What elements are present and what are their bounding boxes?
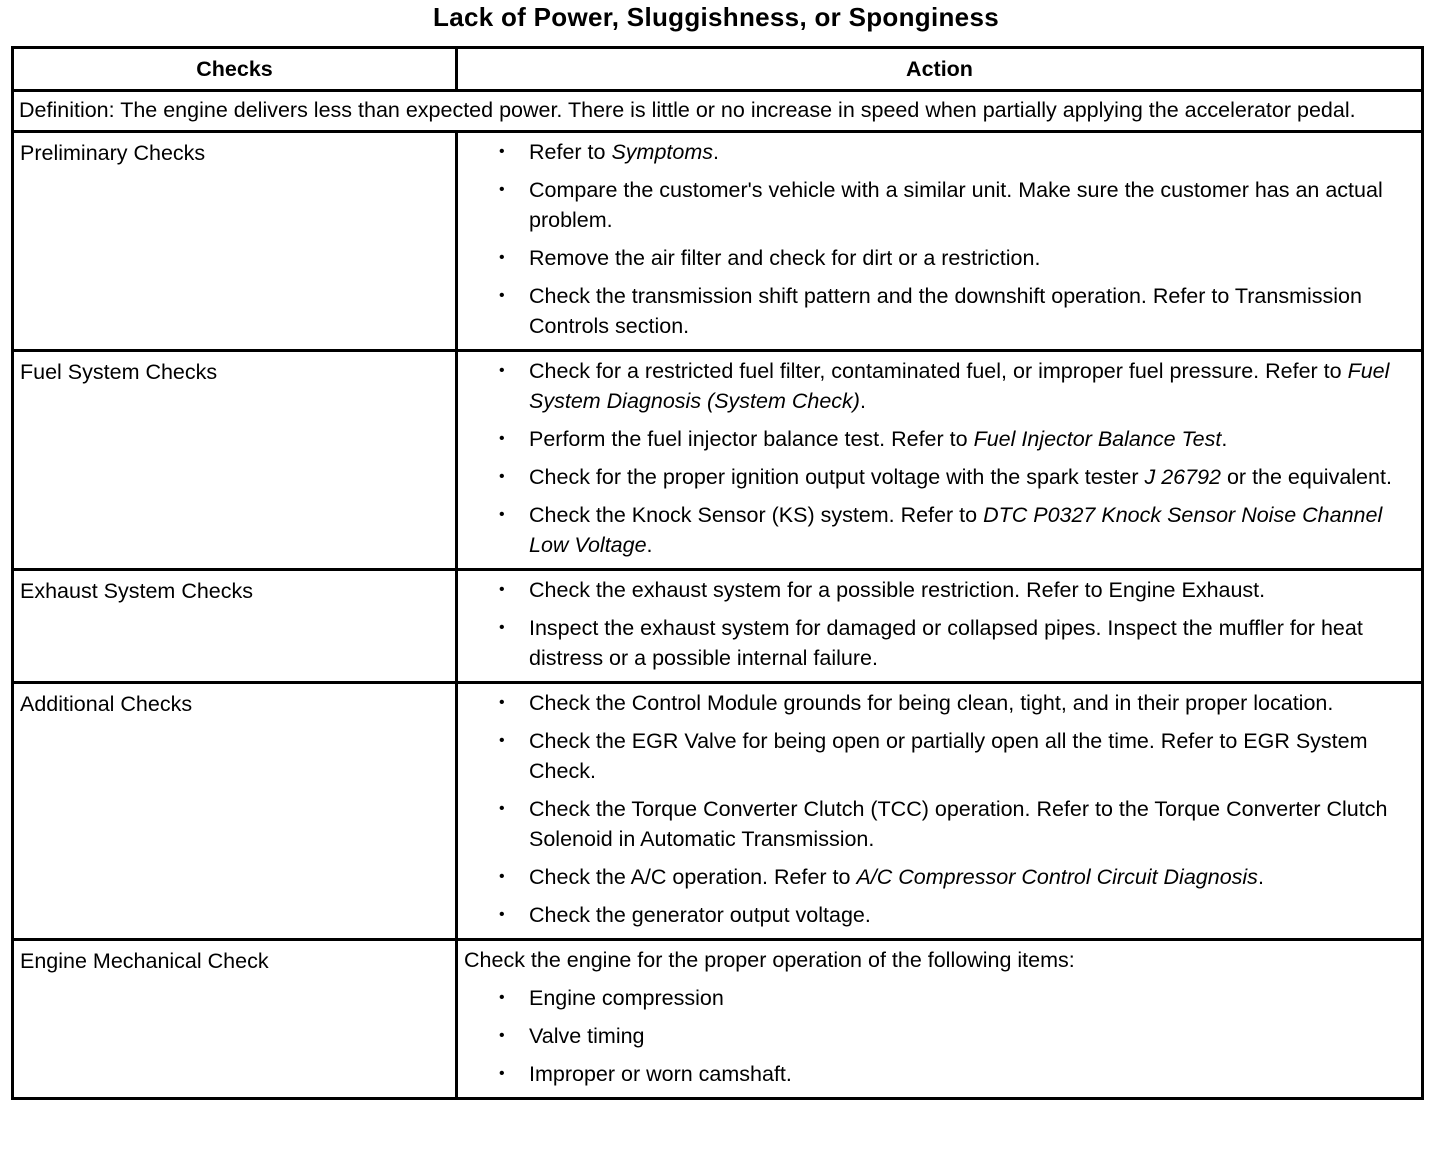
action-text: . bbox=[1221, 427, 1228, 451]
definition-cell: Definition: The engine delivers less than expected power. There is little or no increase in speed when partially applying the accelerator pedal. bbox=[13, 91, 1423, 132]
check-cell: Exhaust System Checks bbox=[13, 570, 457, 683]
action-item bbox=[464, 356, 1405, 416]
action-text: . bbox=[646, 533, 653, 557]
action-text: Remove the air filter and check for dirt or a restriction. bbox=[529, 246, 1041, 270]
action-list bbox=[464, 688, 1405, 930]
action-cell bbox=[457, 570, 1423, 683]
definition-row bbox=[13, 91, 1423, 132]
bullet-icon: • bbox=[499, 181, 505, 198]
bullet-icon: • bbox=[499, 430, 505, 447]
reference-text: Fuel System Diagnosis (System Check) bbox=[529, 359, 1390, 413]
action-text: Valve timing bbox=[529, 1024, 645, 1048]
action-item bbox=[464, 862, 1405, 892]
action-text: . bbox=[1257, 865, 1264, 889]
table-row bbox=[13, 940, 1423, 1099]
action-text: . bbox=[713, 140, 719, 164]
bullet-icon: • bbox=[499, 249, 505, 266]
action-item bbox=[464, 794, 1405, 854]
bullet-icon: • bbox=[499, 868, 505, 885]
check-cell: Additional Checks bbox=[13, 683, 457, 940]
action-list bbox=[464, 983, 1405, 1089]
checks-column-header: Checks bbox=[13, 48, 457, 91]
action-item bbox=[464, 688, 1405, 718]
action-list bbox=[464, 575, 1405, 673]
action-item bbox=[464, 500, 1405, 560]
action-cell bbox=[457, 132, 1423, 351]
bullet-icon: • bbox=[499, 468, 505, 485]
document-title: Lack of Power, Sluggishness, or Sponginess bbox=[433, 2, 999, 32]
action-text: Check the EGR Valve for being open or partially open all the time. Refer to EGR System Check. bbox=[529, 729, 1368, 783]
action-text: Perform the fuel injector balance test. Refer to bbox=[529, 427, 974, 451]
action-item bbox=[464, 726, 1405, 786]
bullet-icon: • bbox=[499, 362, 505, 379]
action-text: Compare the customer's vehicle with a similar unit. Make sure the customer has an actual problem. bbox=[529, 178, 1383, 232]
action-item bbox=[464, 424, 1405, 454]
action-list bbox=[464, 137, 1405, 341]
action-item bbox=[464, 900, 1405, 930]
bullet-icon: • bbox=[499, 619, 505, 636]
action-text: Check the Torque Converter Clutch (TCC) operation. Refer to the Torque Converter Clutch Solenoid in Automatic Transmission. bbox=[529, 797, 1388, 851]
diagnostic-table bbox=[11, 46, 1424, 1100]
action-text: Refer to bbox=[529, 140, 612, 164]
action-text: Check the Knock Sensor (KS) system. Refer to bbox=[529, 503, 984, 527]
action-column-header: Action bbox=[457, 48, 1423, 91]
action-item bbox=[464, 983, 1405, 1013]
action-text: Engine compression bbox=[529, 986, 724, 1010]
action-item bbox=[464, 243, 1405, 273]
action-list bbox=[464, 356, 1405, 560]
header-row bbox=[13, 48, 1423, 91]
action-item bbox=[464, 137, 1405, 167]
action-item bbox=[464, 175, 1405, 235]
action-text: Check the A/C operation. Refer to bbox=[529, 865, 857, 889]
bullet-icon: • bbox=[499, 581, 505, 598]
table-row bbox=[13, 683, 1423, 940]
reference-text: J 26792 bbox=[1144, 465, 1221, 489]
action-item bbox=[464, 1021, 1405, 1051]
bullet-icon: • bbox=[499, 732, 505, 749]
action-cell bbox=[457, 683, 1423, 940]
reference-text: Fuel Injector Balance Test bbox=[973, 427, 1222, 451]
action-item bbox=[464, 281, 1405, 341]
action-text: Check for the proper ignition output voltage with the spark tester bbox=[529, 465, 1145, 489]
reference-text: Symptoms bbox=[611, 140, 714, 164]
reference-text: DTC P0327 Knock Sensor Noise Channel Low Voltage bbox=[529, 503, 1383, 557]
action-text: Check the exhaust system for a possible restriction. Refer to Engine Exhaust. bbox=[529, 578, 1266, 602]
action-cell bbox=[457, 351, 1423, 570]
bullet-icon: • bbox=[499, 506, 505, 523]
bullet-icon: • bbox=[499, 694, 505, 711]
bullet-icon: • bbox=[499, 143, 505, 160]
action-item bbox=[464, 1059, 1405, 1089]
table-row bbox=[13, 351, 1423, 570]
bullet-icon: • bbox=[499, 906, 505, 923]
action-text: Inspect the exhaust system for damaged or collapsed pipes. Inspect the muffler for heat distress or a possible internal failure. bbox=[529, 616, 1363, 670]
action-intro: Check the engine for the proper operation of the following items: bbox=[464, 948, 1075, 972]
action-cell bbox=[457, 940, 1423, 1099]
action-text: . bbox=[859, 389, 866, 413]
action-text: Check for a restricted fuel filter, contaminated fuel, or improper fuel pressure. Refer to bbox=[529, 359, 1348, 383]
check-cell: Engine Mechanical Check bbox=[13, 940, 457, 1099]
action-item bbox=[464, 462, 1405, 492]
action-item bbox=[464, 575, 1405, 605]
bullet-icon: • bbox=[499, 287, 505, 304]
check-cell: Preliminary Checks bbox=[13, 132, 457, 351]
action-item bbox=[464, 613, 1405, 673]
action-text: Check the generator output voltage. bbox=[529, 903, 871, 927]
reference-text: A/C Compressor Control Circuit Diagnosis bbox=[856, 865, 1258, 889]
action-text: Check the Control Module grounds for being clean, tight, and in their proper location. bbox=[529, 691, 1334, 715]
bullet-icon: • bbox=[499, 1065, 505, 1082]
action-text: Improper or worn camshaft. bbox=[529, 1062, 792, 1086]
bullet-icon: • bbox=[499, 1027, 505, 1044]
action-text: or the equivalent. bbox=[1221, 465, 1392, 489]
action-text: Check the transmission shift pattern and the downshift operation. Refer to Transmission Controls section. bbox=[529, 284, 1362, 338]
table-row bbox=[13, 132, 1423, 351]
check-cell: Fuel System Checks bbox=[13, 351, 457, 570]
table-row bbox=[13, 570, 1423, 683]
bullet-icon: • bbox=[499, 989, 505, 1006]
bullet-icon: • bbox=[499, 800, 505, 817]
